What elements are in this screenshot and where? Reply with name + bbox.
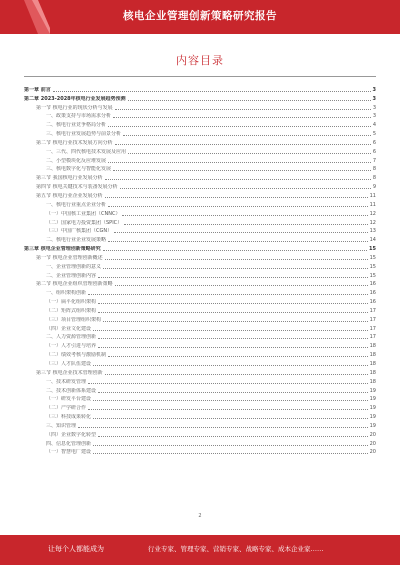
toc-entry[interactable]	[24, 226, 376, 235]
toc-entry[interactable]	[24, 305, 376, 314]
toc-leader-dots	[128, 100, 371, 101]
toc-entry-title: 三、核电行业发展趋势与前景分析	[46, 131, 122, 138]
toc-entry-title: 二、核电行业竞争格局分析	[46, 122, 107, 129]
toc-entry[interactable]	[24, 119, 376, 128]
toc-entry[interactable]	[24, 234, 376, 243]
toc-entry-page: 19	[369, 414, 376, 421]
toc-entry-title: 第三节 核电企业技术管理创新	[36, 369, 103, 376]
toc-entry[interactable]	[24, 252, 376, 261]
toc-leader-dots	[103, 268, 368, 269]
toc-leader-dots	[93, 365, 368, 366]
toc-leader-dots	[115, 109, 371, 110]
toc-entry[interactable]	[24, 172, 376, 181]
toc-entry-page: 17	[369, 334, 376, 341]
toc-leader-dots	[78, 427, 368, 428]
toc-entry-page: 19	[369, 422, 376, 429]
toc-entry-title: 一、政策支持与市场需求分析	[46, 113, 112, 120]
toc-entry-page: 3	[372, 95, 376, 102]
toc-entry[interactable]	[24, 323, 376, 332]
toc-entry[interactable]	[24, 438, 376, 447]
toc-entry-title: （二）国家电力投资集团（SPIC）	[46, 219, 123, 226]
toc-entry-title: （二）绩效考核与激励机制	[46, 352, 107, 359]
toc-leader-dots	[93, 400, 368, 401]
toc-entry-title: 一、企业管理创新的意义	[46, 263, 102, 270]
toc-leader-dots	[103, 321, 368, 322]
toc-entry-page: 18	[369, 378, 376, 385]
toc-leader-dots	[88, 383, 368, 384]
toc-entry-title: 第一节 核电企业管理创新概述	[36, 254, 103, 261]
toc-leader-dots	[98, 338, 368, 339]
toc-entry[interactable]	[24, 447, 376, 456]
toc-entry[interactable]	[24, 270, 376, 279]
toc-entry-title: 第一章 前言	[24, 86, 51, 93]
toc-entry-title: 三、核电数字化与智能化发展	[46, 166, 112, 173]
toc-entry[interactable]	[24, 394, 376, 403]
toc-entry[interactable]	[24, 332, 376, 341]
toc-entry[interactable]	[24, 376, 376, 385]
toc-entry-page: 20	[369, 440, 376, 447]
toc-entry-title: （一）中国核工业集团（CNNC）	[46, 210, 121, 217]
toc-leader-dots	[98, 277, 368, 278]
toc-entry[interactable]	[24, 84, 376, 93]
toc-entry-page: 12	[369, 210, 376, 217]
toc-entry[interactable]	[24, 420, 376, 429]
toc-leader-dots	[98, 392, 368, 393]
toc-entry[interactable]	[24, 429, 376, 438]
toc-entry-page: 12	[369, 219, 376, 226]
toc-entry[interactable]	[24, 111, 376, 120]
toc-entry[interactable]	[24, 402, 376, 411]
toc-entry-page: 3	[372, 113, 376, 120]
toc-entry-page: 11	[369, 192, 376, 199]
toc-entry[interactable]	[24, 385, 376, 394]
toc-leader-dots	[124, 224, 367, 225]
toc-entry-page: 8	[372, 175, 376, 182]
toc-leader-dots	[128, 153, 371, 154]
toc-entry[interactable]	[24, 128, 376, 137]
toc-entry-title: 三、知识管理	[46, 422, 77, 429]
toc-entry-page: 9	[372, 184, 376, 191]
toc-entry-page: 14	[369, 237, 376, 244]
toc-entry[interactable]	[24, 349, 376, 358]
toc-entry-title: 一、组织架构创新	[46, 290, 87, 297]
toc-leader-dots	[98, 312, 368, 313]
toc-entry-page: 19	[369, 405, 376, 412]
toc-leader-dots	[113, 170, 371, 171]
toc-entry[interactable]	[24, 137, 376, 146]
toc-entry[interactable]	[24, 217, 376, 226]
toc-entry[interactable]	[24, 181, 376, 190]
footer-tagline: 行业专家、管理专家、营销专家、战略专家、成本企业家……	[148, 545, 324, 553]
toc-leader-dots	[108, 162, 371, 163]
toc-entry-page: 7	[372, 157, 376, 164]
toc-leader-dots	[108, 356, 368, 357]
toc-entry-title: 一、技术研发管理	[46, 378, 87, 385]
toc-leader-dots	[115, 285, 368, 286]
toc-entry-page: 5	[372, 131, 376, 138]
toc-entry-title: （一）智慧电厂建设	[46, 449, 92, 456]
toc-leader-dots	[53, 91, 371, 92]
toc-entry-title: （四）企业文化建设	[46, 325, 92, 332]
toc-entry-page: 6	[372, 148, 376, 155]
toc-entry-title: 第二节 核电行业技术发展方向分析	[36, 139, 113, 146]
toc-entry[interactable]	[24, 164, 376, 173]
toc-entry-page: 17	[369, 307, 376, 314]
toc-entry-title: 第三章 核电企业管理创新策略研究	[24, 246, 101, 253]
toc-leader-dots	[93, 453, 368, 454]
table-of-contents	[24, 84, 376, 455]
toc-entry-page: 16	[369, 290, 376, 297]
header-title: 核电企业管理创新策略研究报告	[123, 10, 277, 22]
toc-leader-dots	[123, 135, 371, 136]
toc-leader-dots	[120, 188, 371, 189]
toc-entry[interactable]	[24, 199, 376, 208]
toc-entry[interactable]	[24, 243, 376, 252]
toc-leader-dots	[93, 330, 368, 331]
toc-entry-page: 17	[369, 325, 376, 332]
toc-entry-title: （三）中国广核集团（CGN）	[46, 228, 113, 235]
toc-entry-page: 16	[369, 299, 376, 306]
toc-entry-page: 15	[369, 263, 376, 270]
toc-leader-dots	[98, 303, 368, 304]
toc-leader-dots	[114, 232, 368, 233]
toc-entry-title: （三）项目管理组织架构	[46, 316, 102, 323]
toc-leader-dots	[103, 250, 367, 251]
toc-leader-dots	[105, 197, 368, 198]
toc-entry-title: （四）企业数字化转型	[46, 431, 97, 438]
toc-leader-dots	[93, 445, 368, 446]
page-number: 2	[198, 513, 202, 519]
toc-entry-page: 18	[369, 361, 376, 367]
page-footer	[0, 535, 400, 565]
toc-entry-page: 8	[372, 166, 376, 173]
toc-entry-title: 第一节 核电行业的现状分析与发展	[36, 104, 113, 111]
toc-title: 内容目录	[176, 54, 224, 67]
toc-entry-page: 15	[369, 246, 376, 253]
toc-entry-page: 19	[369, 387, 376, 394]
toc-entry-title: 第三节 我国核电行业发展分析	[36, 175, 103, 182]
toc-entry[interactable]	[24, 279, 376, 288]
toc-entry-title: 第四节 核电关键技术与装备发展分析	[36, 184, 118, 191]
toc-entry-page: 18	[369, 369, 376, 376]
toc-entry-title: 二、核电行业企业发展策略	[46, 237, 107, 244]
toc-entry-page: 13	[369, 228, 376, 235]
toc-entry-page: 18	[369, 352, 376, 359]
toc-leader-dots	[115, 144, 371, 145]
toc-entry[interactable]	[24, 102, 376, 111]
toc-entry[interactable]	[24, 314, 376, 323]
toc-leader-dots	[98, 436, 368, 437]
toc-entry[interactable]	[24, 296, 376, 305]
toc-entry-title: 二、小型模块化反应堆发展	[46, 157, 107, 164]
toc-leader-dots	[93, 418, 368, 419]
toc-entry[interactable]	[24, 358, 376, 367]
toc-entry-page: 19	[369, 396, 376, 403]
page-header	[0, 0, 400, 34]
toc-entry-title: （三）人才队伍建设	[46, 361, 92, 367]
toc-entry-title: （三）科技成果转化	[46, 414, 92, 421]
toc-entry[interactable]	[24, 261, 376, 270]
toc-entry[interactable]	[24, 93, 376, 102]
toc-entry-title: （二）产学研合作	[46, 405, 87, 412]
toc-entry-title: 第二章 2023-2028年核电行业发展趋势预测	[24, 95, 126, 102]
toc-entry-page: 16	[369, 281, 376, 288]
toc-leader-dots	[88, 409, 368, 410]
toc-leader-dots	[108, 206, 368, 207]
toc-entry-page: 20	[369, 431, 376, 438]
toc-entry-page: 3	[372, 86, 376, 93]
toc-entry-title: （一）人才引进与培养	[46, 343, 97, 350]
toc-entry-title: 二、技术创新体系建设	[46, 387, 97, 394]
toc-entry-page: 6	[372, 139, 376, 146]
toc-entry[interactable]	[24, 155, 376, 164]
toc-entry-page: 15	[369, 272, 376, 279]
toc-entry-title: 二、人力资源管理创新	[46, 334, 97, 341]
toc-leader-dots	[105, 374, 368, 375]
toc-entry[interactable]	[24, 190, 376, 199]
toc-entry[interactable]	[24, 411, 376, 420]
toc-entry[interactable]	[24, 208, 376, 217]
toc-entry-title: （二）矩阵式组织架构	[46, 307, 97, 314]
toc-entry-title: 第二节 核电企业组织管理创新策略	[36, 281, 113, 288]
toc-leader-dots	[122, 215, 367, 216]
toc-entry-page: 18	[369, 343, 376, 350]
toc-entry[interactable]	[24, 287, 376, 296]
footer-slogan: 让每个人都能成为	[48, 545, 104, 553]
toc-leader-dots	[105, 259, 368, 260]
toc-entry-title: 一、核电行业重点企业分析	[46, 201, 107, 208]
toc-entry-page: 3	[372, 104, 376, 111]
toc-entry-page: 11	[369, 201, 376, 208]
toc-entry-title: 第五节 核电行业企业发展分析	[36, 192, 103, 199]
toc-leader-dots	[88, 294, 368, 295]
toc-entry-title: 一、三代、四代核电技术发展及应用	[46, 148, 127, 155]
toc-leader-dots	[113, 117, 371, 118]
toc-leader-dots	[108, 241, 368, 242]
toc-leader-dots	[108, 126, 371, 127]
toc-entry[interactable]	[24, 146, 376, 155]
toc-entry-title: （一）研发平台建设	[46, 396, 92, 403]
toc-entry-title: 四、信息化管理创新	[46, 440, 92, 447]
toc-entry-title: （一）扁平化组织架构	[46, 299, 97, 306]
toc-entry-page: 15	[369, 254, 376, 261]
toc-entry-title: 二、企业管理创新内容	[46, 272, 97, 279]
toc-entry[interactable]	[24, 367, 376, 376]
toc-leader-dots	[98, 347, 368, 348]
toc-entry[interactable]	[24, 340, 376, 349]
toc-entry-page: 20	[369, 449, 376, 456]
toc-leader-dots	[105, 179, 371, 180]
toc-entry-page: 4	[372, 122, 376, 129]
toc-entry-page: 17	[369, 316, 376, 323]
toc-divider	[24, 76, 376, 77]
